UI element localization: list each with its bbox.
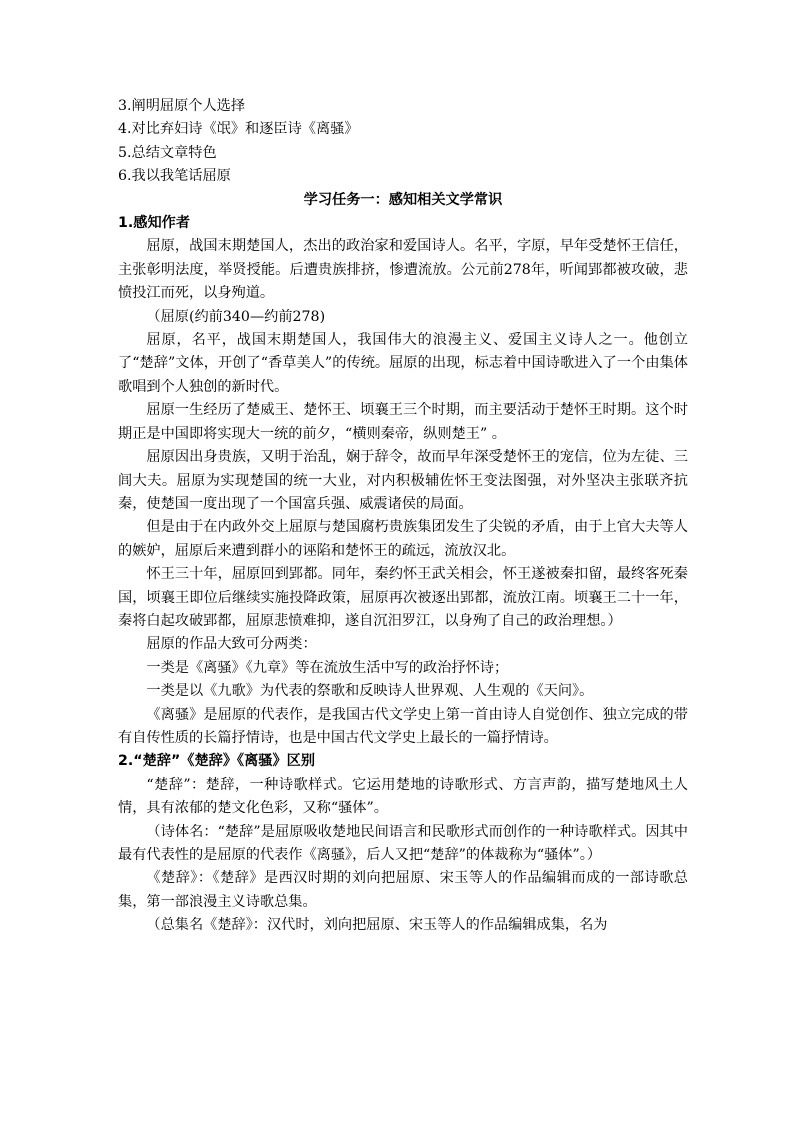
paragraph: 屈原因出身贵族，又明于治乱，娴于辞令，故而早年深受楚怀王的宠信，位为左徒、三闾大夫。屈原为实现楚国的统一大业，对内积极辅佐怀王变法图强，对外坚决主张联齐抗秦，使楚国一度出现了一个国富兵强、威震诸侯的局面。 [118, 449, 688, 512]
outline-item: 6.我以我笔话屈原 [118, 168, 231, 185]
paragraph: “楚辞”：楚辞，一种诗歌样式。它运用楚地的诗歌形式、方言声韵，描写楚地风土人情，具有浓郁的楚文化色彩，又称“骚体”。 [118, 776, 688, 817]
paragraph: （诗体名：“楚辞”是屈原吸收楚地民间语言和民歌形式而创作的一种诗歌样式。因其中最有代表性的是屈原的代表作《离骚》，后人又把“楚辞”的体裁称为“骚体”。） [118, 823, 688, 863]
paragraph: 屈原一生经历了楚威王、楚怀王、顷襄王三个时期，而主要活动于楚怀王时期。这个时期正是中国即将实现大一统的前夕，“横则秦帝，纵则楚王” 。 [118, 402, 688, 442]
section-author [118, 212, 688, 750]
paragraph: 一类是《离骚》《九章》等在流放生活中写的政治抒怀诗； [146, 659, 509, 676]
paragraph: （屈原(约前340—约前278) [146, 308, 326, 325]
paragraph: 屈原，战国末期楚国人，杰出的政治家和爱国诗人。名平，字原，早年受楚怀王信任，主张彰明法度，举贤授能。后遭贵族排挤，惨遭流放。公元前278年，听闻郢都被攻破，悲愤投江而死，以身殉道。 [118, 238, 688, 302]
outline-item: 4.对比弃妇诗《氓》和逐臣诗《离骚》 [118, 121, 359, 138]
outline-item: 5.总结文章特色 [118, 144, 217, 161]
section-heading: 2.“楚辞”《楚辞》《离骚》区别 [118, 753, 316, 770]
paragraph: 怀王三十年，屈原回到郢都。同年，秦约怀王武关相会，怀王遂被秦扣留，最终客死秦国，顷襄王即位后继续实施投降政策，屈原再次被逐出郢都，流放江南。顷襄王二十一年，秦将白起攻破郢都，屈原悲愤难抑，遂自沉汨罗江，以身殉了自己的政治理想。） [118, 566, 688, 629]
paragraph: 《楚辞》：《楚辞》是西汉时期的刘向把屈原、宋玉等人的作品编辑而成的一部诗歌总集，第一部浪漫主义诗歌总集。 [118, 870, 688, 910]
section-heading: 1.感知作者 [118, 215, 191, 232]
section-chuci-distinction [118, 750, 688, 937]
paragraph: 屈原，名平，战国末期楚国人，我国伟大的浪漫主义、爱国主义诗人之一。他创立了“楚辞”文体，开创了“香草美人”的传统。屈原的出现，标志着中国诗歌进入了一个由集体歌唱到个人独创的新时代。 [118, 332, 688, 395]
paragraph: 《离骚》是屈原的代表作，是我国古代文学史上第一首由诗人自觉创作、独立完成的带有自传性质的长篇抒情诗，也是中国古代文学史上最长的一篇抒情诗。 [118, 706, 688, 746]
paragraph: （总集名《楚辞》：汉代时，刘向把屈原、宋玉等人的作品编辑成集，名为 [146, 917, 608, 934]
paragraph: 但是由于在内政外交上屈原与楚国腐朽贵族集团发生了尖锐的矛盾，由于上官大夫等人的嫉妒，屈原后来遭到群小的诬陷和楚怀王的疏远，流放汉北。 [118, 519, 688, 559]
document-body [118, 95, 688, 938]
outline-item: 3.阐明屈原个人选择 [118, 98, 246, 114]
paragraph: 一类是以《九歌》为代表的祭歌和反映诗人世界观、人生观的《天问》。 [146, 683, 594, 700]
paragraph: 屈原的作品大致可分两类： [146, 636, 317, 653]
task-title: 学习任务一：感知相关文学常识 [303, 191, 503, 208]
outline-list [118, 95, 688, 189]
